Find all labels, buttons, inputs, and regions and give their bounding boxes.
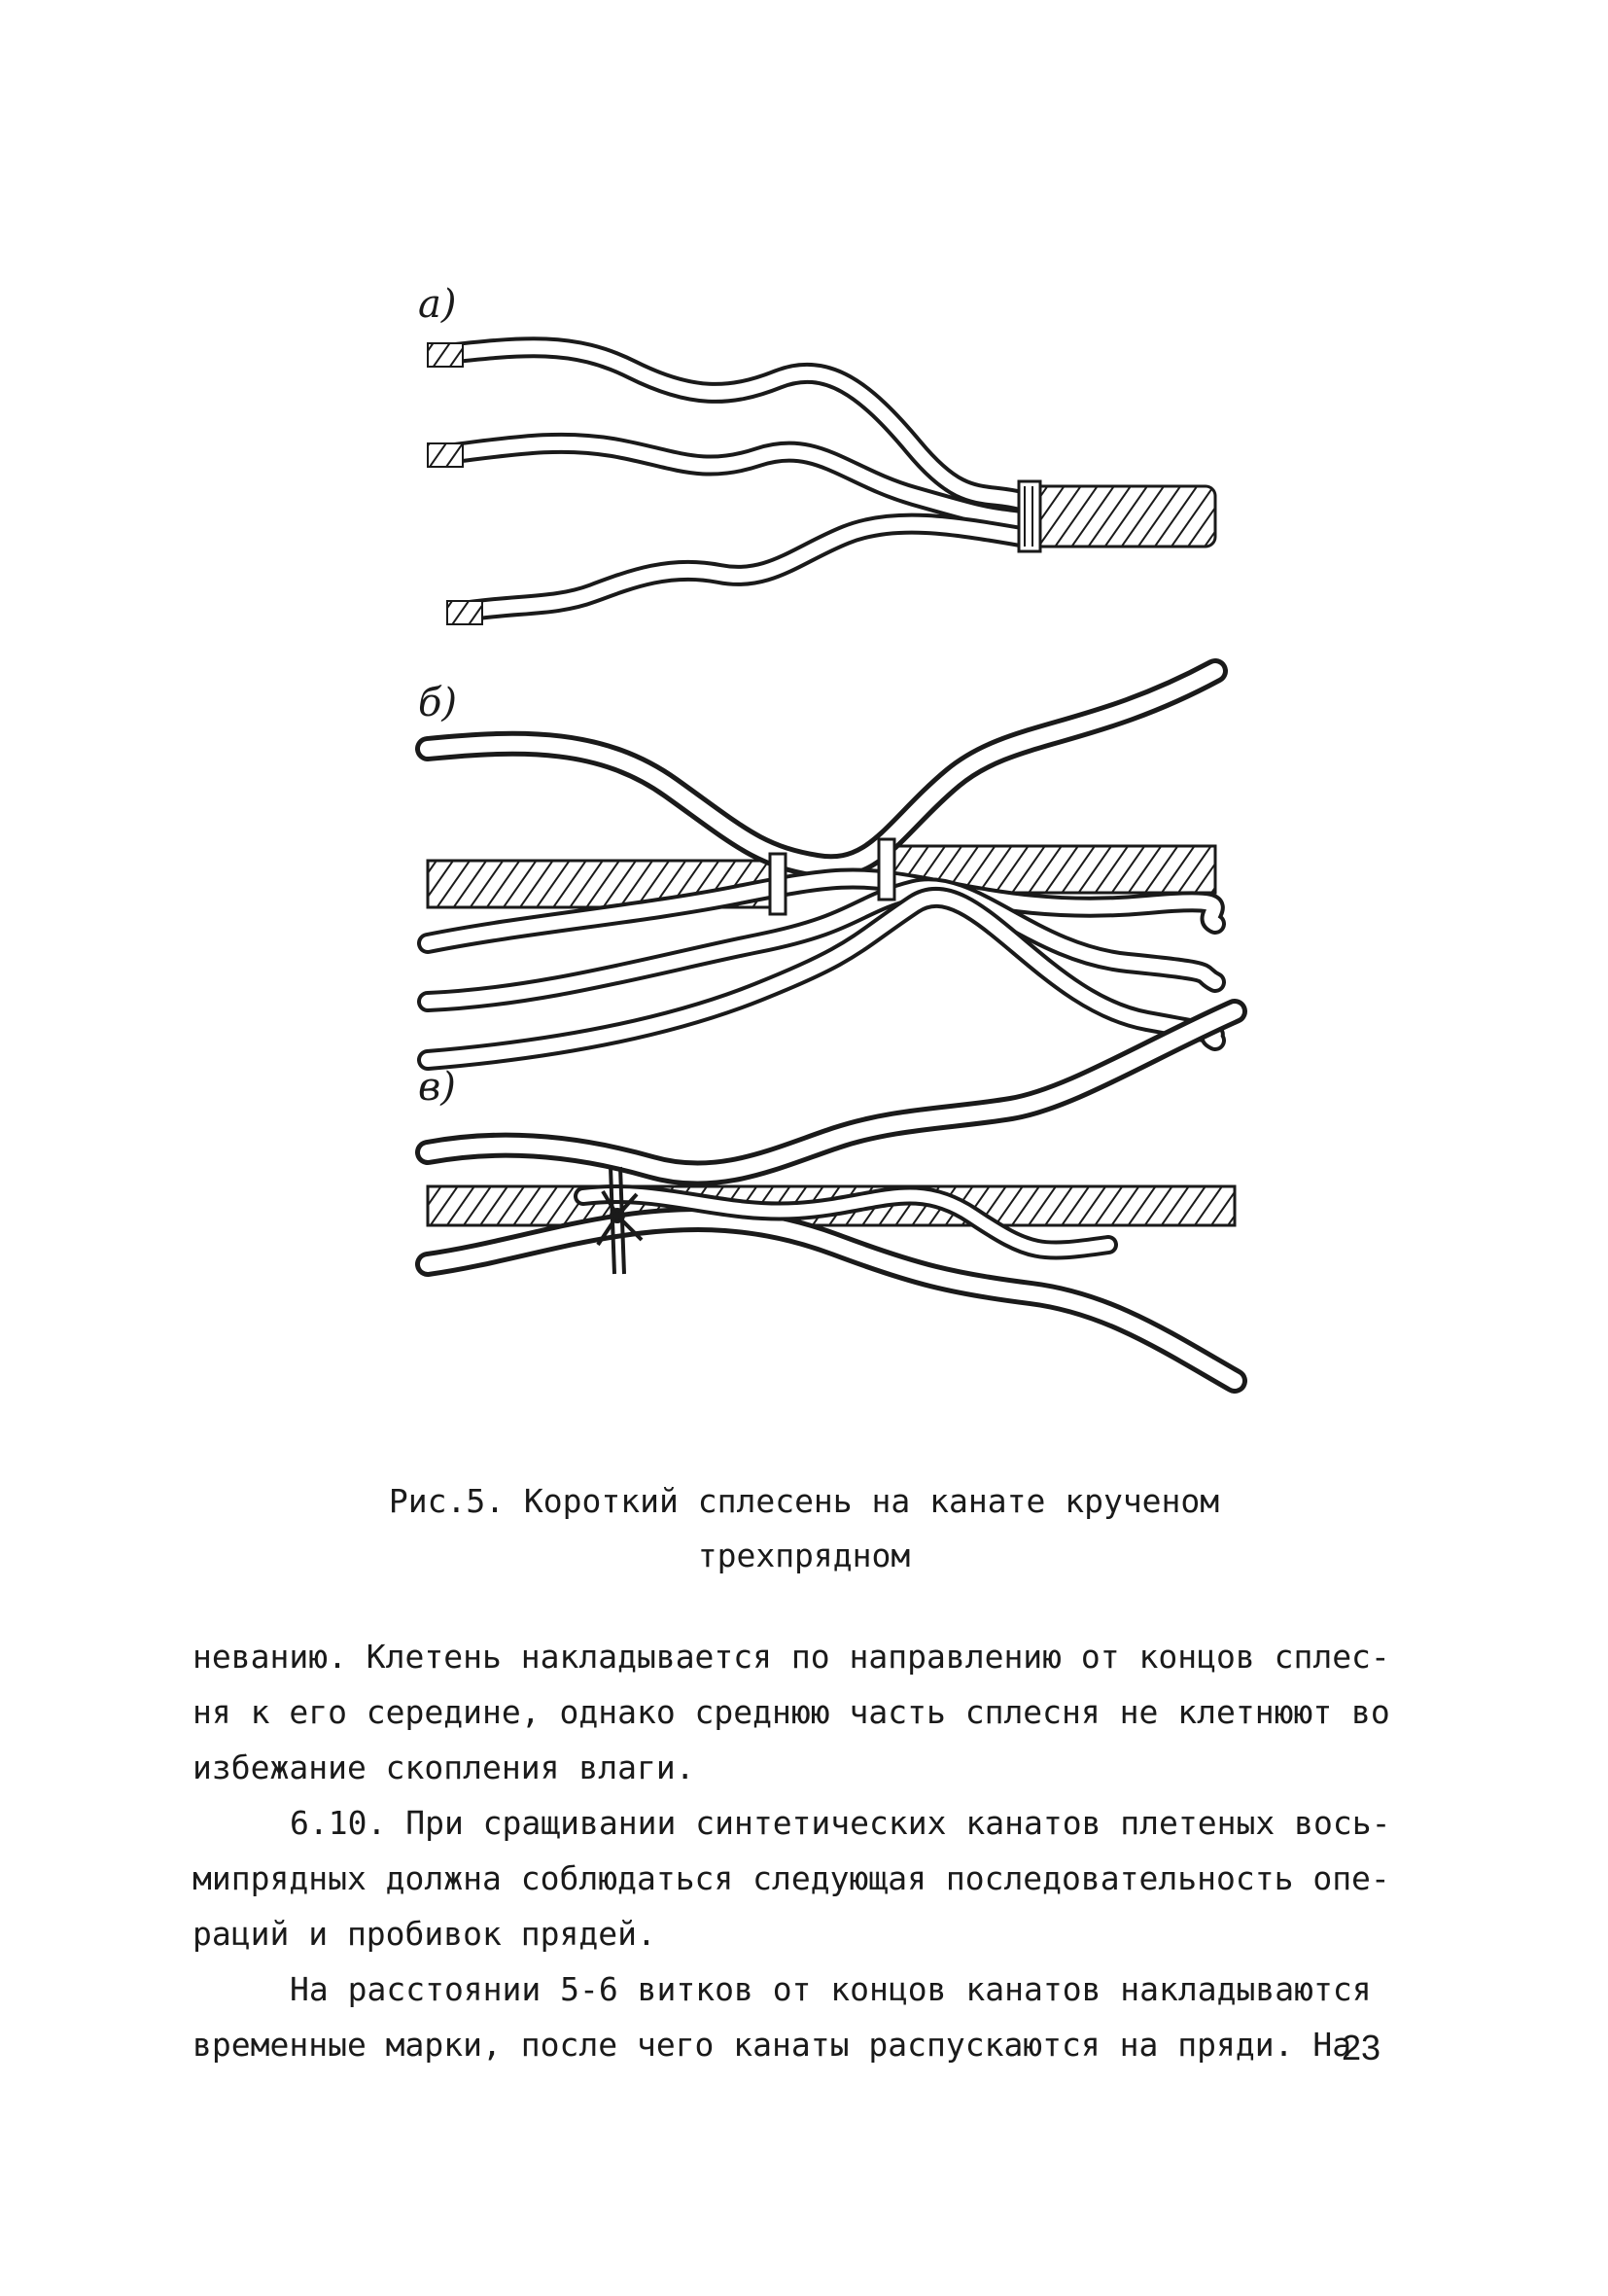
panel-b-label: б): [418, 681, 458, 725]
text-line: временные марки, после чего канаты распускаются на пряди. На: [192, 2026, 1352, 2064]
text-line: На расстоянии 5-6 витков от концов канатов накладываются: [290, 1970, 1372, 2008]
text-line: мипрядных должна соблюдаться следующая последовательность опе-: [192, 1859, 1390, 1897]
text-line: неванию. Клетень накладывается по направлению от концов сплес-: [192, 1638, 1390, 1676]
paragraph: [192, 1629, 1408, 1795]
panel-v-label: в): [418, 1065, 456, 1110]
paragraph: [192, 1961, 1408, 2072]
panel-a-label: а): [418, 282, 457, 327]
text-line: раций и пробивок прядей.: [192, 1915, 656, 1953]
figure-caption: [0, 1474, 1608, 1583]
body-text: [192, 1629, 1408, 2072]
text-line: 6.10. При сращивании синтетических канатов плетеных вось-: [290, 1804, 1391, 1842]
caption-line: трехпрядном: [697, 1537, 911, 1574]
panel-c-drawing: [428, 1011, 1235, 1381]
text-line: ня к его середине, однако среднюю часть сплесня не клетнюют во: [192, 1693, 1390, 1731]
figure-5-short-splice: [408, 282, 1254, 1430]
paragraph: [192, 1795, 1408, 1961]
panel-a-drawing: [428, 343, 1215, 624]
page-number: 23: [1342, 2028, 1381, 2067]
text-line: избежание скопления влаги.: [192, 1748, 695, 1786]
panel-b-drawing: [428, 671, 1215, 1060]
caption-line: Рис.5. Короткий сплесень на канате крученом: [388, 1482, 1220, 1520]
splice-illustration: [408, 282, 1254, 1430]
